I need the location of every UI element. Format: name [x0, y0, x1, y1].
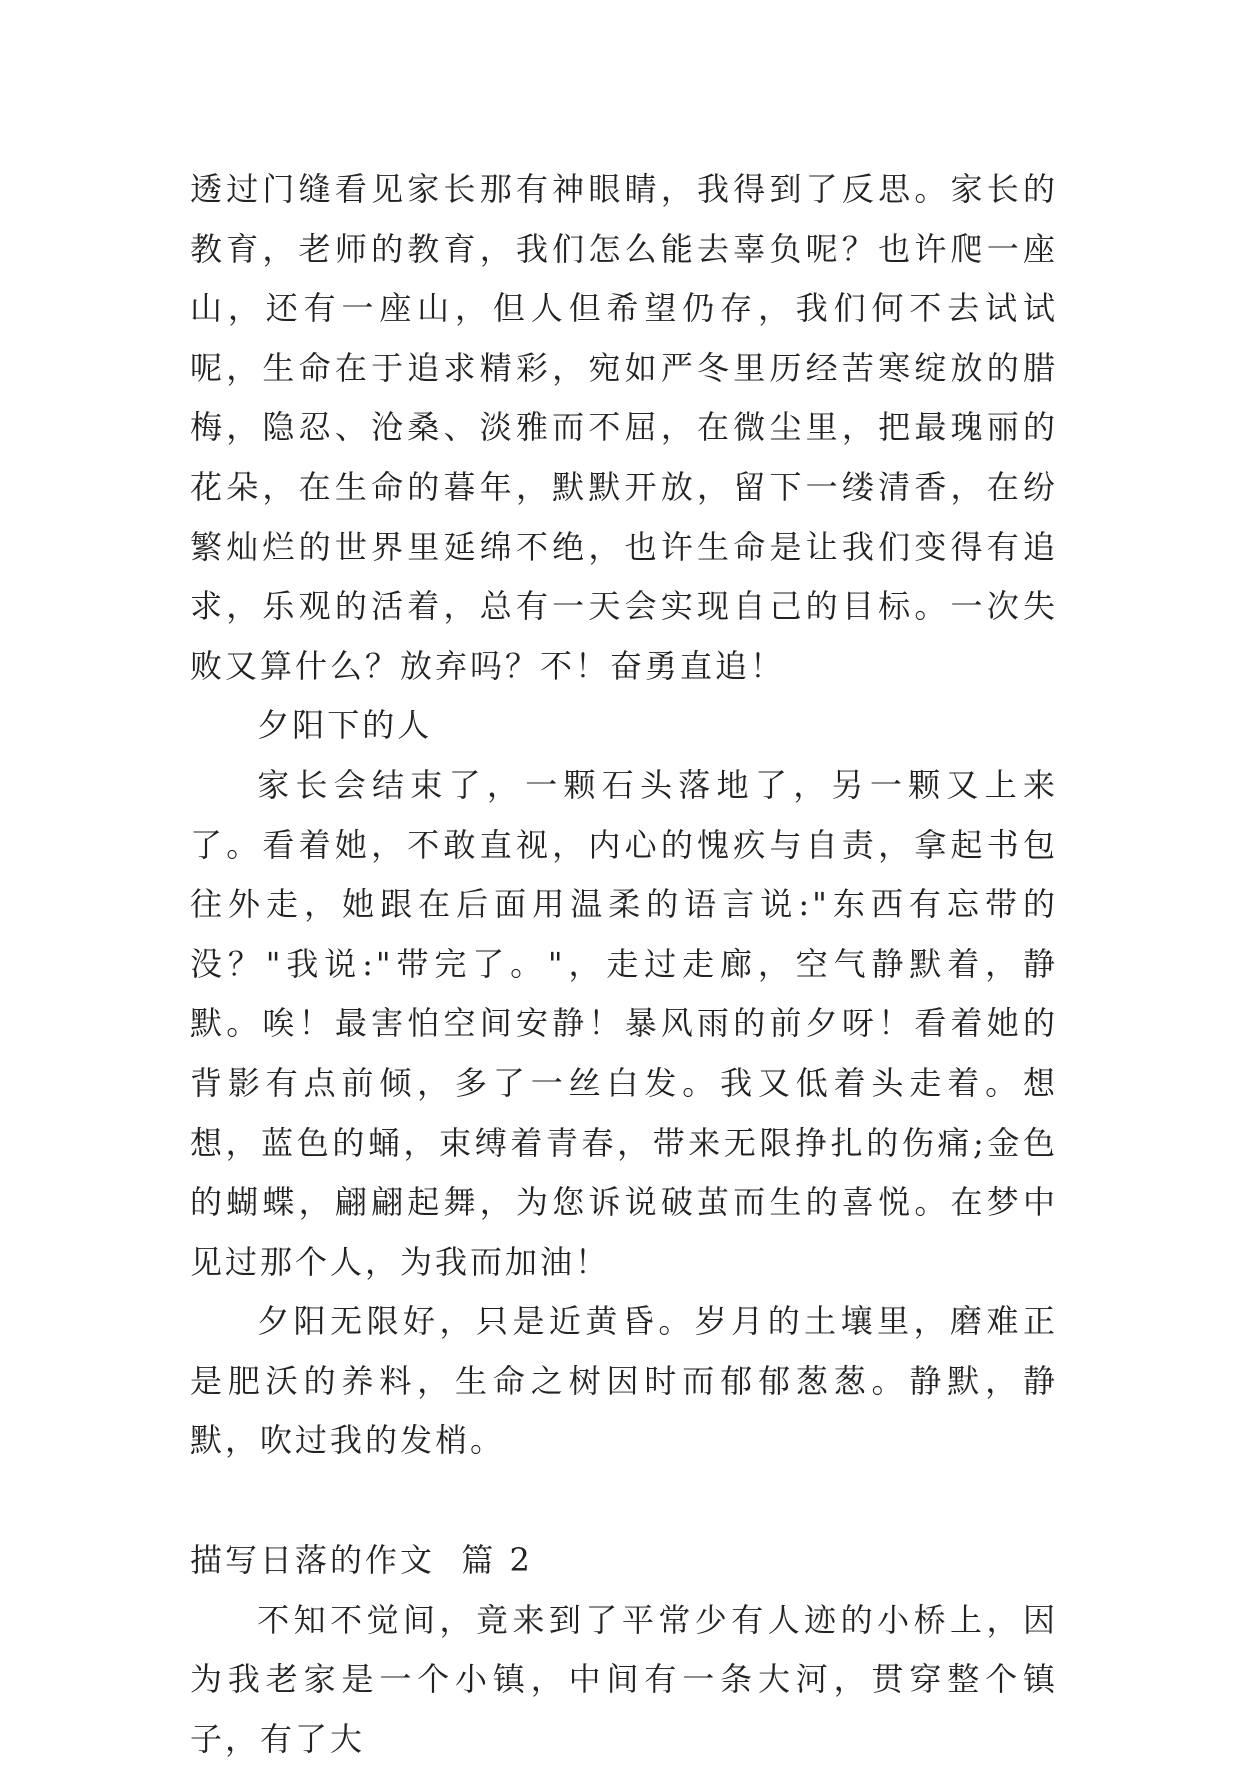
- body-paragraph: 透过门缝看见家长那有神眼睛，我得到了反思。家长的教育，老师的教育，我们怎么能去辜负呢？也许爬一座山，还有一座山，但人但希望仍存，我们何不去试试呢，生命在于追求精彩，宛如严冬里历经苦寒绽放的腊梅，隐忍、沧桑、淡雅而不屈，在微尘里，把最瑰丽的花朵，在生命的暮年，默默开放，留下一缕清香，在纷繁灿烂的世界里延绵不绝，也许生命是让我们变得有追求，乐观的活着，总有一天会实现自己的目标。一次失败又算什么？放弃吗？不！奋勇直追！: [190, 170, 1058, 685]
- document-body: [190, 160, 1058, 1769]
- subheading: 夕阳下的人: [257, 706, 433, 745]
- body-paragraph: 夕阳无限好，只是近黄昏。岁月的土壤里，磨难正是肥沃的养料，生命之树因时而郁郁葱葱。静默，静默，吹过我的发梢。: [190, 1302, 1058, 1460]
- body-paragraph: 家长会结束了，一颗石头落地了，另一颗又上来了。看着她，不敢直视，内心的愧疚与自责，拿起书包往外走，她跟在后面用温柔的语言说:"东西有忘带的没？"我说:"带完了。"，走过走廊，空气静默着，静默。唉！最害怕空间安静！暴风雨的前夕呀！看着她的背影有点前倾，多了一丝白发。我又低着头走着。想想，蓝色的蛹，束缚着青春，带来无限挣扎的伤痛;金色的蝴蝶，翩翩起舞，为您诉说破茧而生的喜悦。在梦中见过那个人，为我而加油！: [190, 765, 1058, 1281]
- section-title: 描写日落的作文 篇 2: [190, 1541, 533, 1580]
- body-paragraph: 不知不觉间，竟来到了平常少有人迹的小桥上，因为我老家是一个小镇，中间有一条大河，贯穿整个镇子，有了大: [190, 1600, 1058, 1758]
